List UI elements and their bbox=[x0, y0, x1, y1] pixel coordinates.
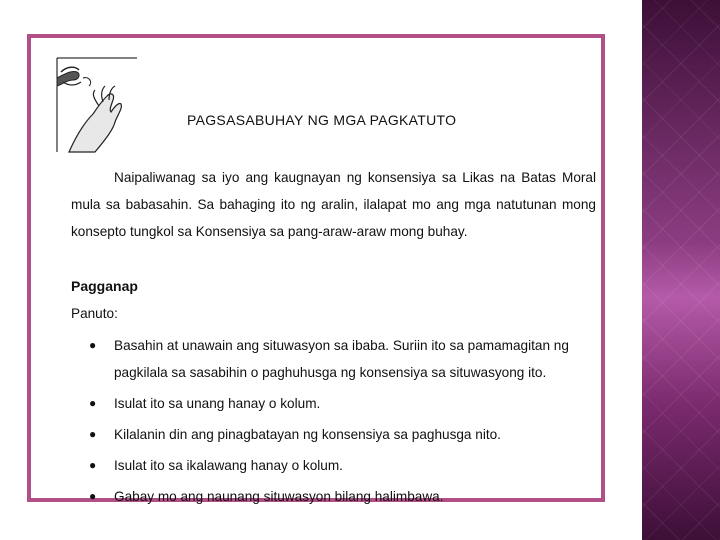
bullet-icon: ● bbox=[89, 427, 97, 441]
bullet-icon: ● bbox=[89, 396, 97, 410]
list-item-text: Isulat ito sa ikalawang hanay o kolum. bbox=[114, 458, 343, 473]
list-item-text: Gabay mo ang naunang situwasyon bilang halimbawa. bbox=[114, 489, 444, 504]
instruction-label: Panuto: bbox=[71, 306, 118, 321]
list-item bbox=[89, 452, 594, 479]
intro-paragraph-text: Naipaliwanag sa iyo ang kaugnayan ng konsensiya sa Likas na Batas Moral mula sa babasahin. Sa bahaging ito ng aralin, ilalapat mo ang mga natutunan mong konsepto tungkol sa Konsensiya sa pang-araw-araw mong buhay. bbox=[71, 170, 596, 239]
intro-paragraph bbox=[71, 164, 596, 245]
bullet-icon: ● bbox=[89, 458, 97, 472]
list-item-text: Basahin at unawain ang situwasyon sa ibaba. Suriin ito sa pamamagitan ng pagkilala sa sasabihin o paghuhusga ng konsensiya sa situwasyong ito. bbox=[114, 338, 569, 380]
section-heading-pagganap: Pagganap bbox=[71, 278, 138, 294]
instruction-list bbox=[89, 332, 594, 514]
list-item-text: Isulat ito sa unang hanay o kolum. bbox=[114, 396, 321, 411]
list-item bbox=[89, 421, 594, 448]
document-title: PAGSASABUHAY NG MGA PAGKATUTO bbox=[187, 112, 457, 128]
decorative-side-panel bbox=[642, 0, 720, 540]
list-item-text: Kilalanin din ang pinagbatayan ng konsensiya sa paghusga nito. bbox=[114, 427, 501, 442]
list-item bbox=[89, 483, 594, 510]
list-item bbox=[89, 332, 594, 386]
hands-clasping-illustration bbox=[55, 56, 145, 156]
bullet-icon: ● bbox=[89, 338, 97, 352]
slide-content-frame bbox=[27, 34, 605, 502]
list-item bbox=[89, 390, 594, 417]
bullet-icon: ● bbox=[89, 489, 97, 503]
